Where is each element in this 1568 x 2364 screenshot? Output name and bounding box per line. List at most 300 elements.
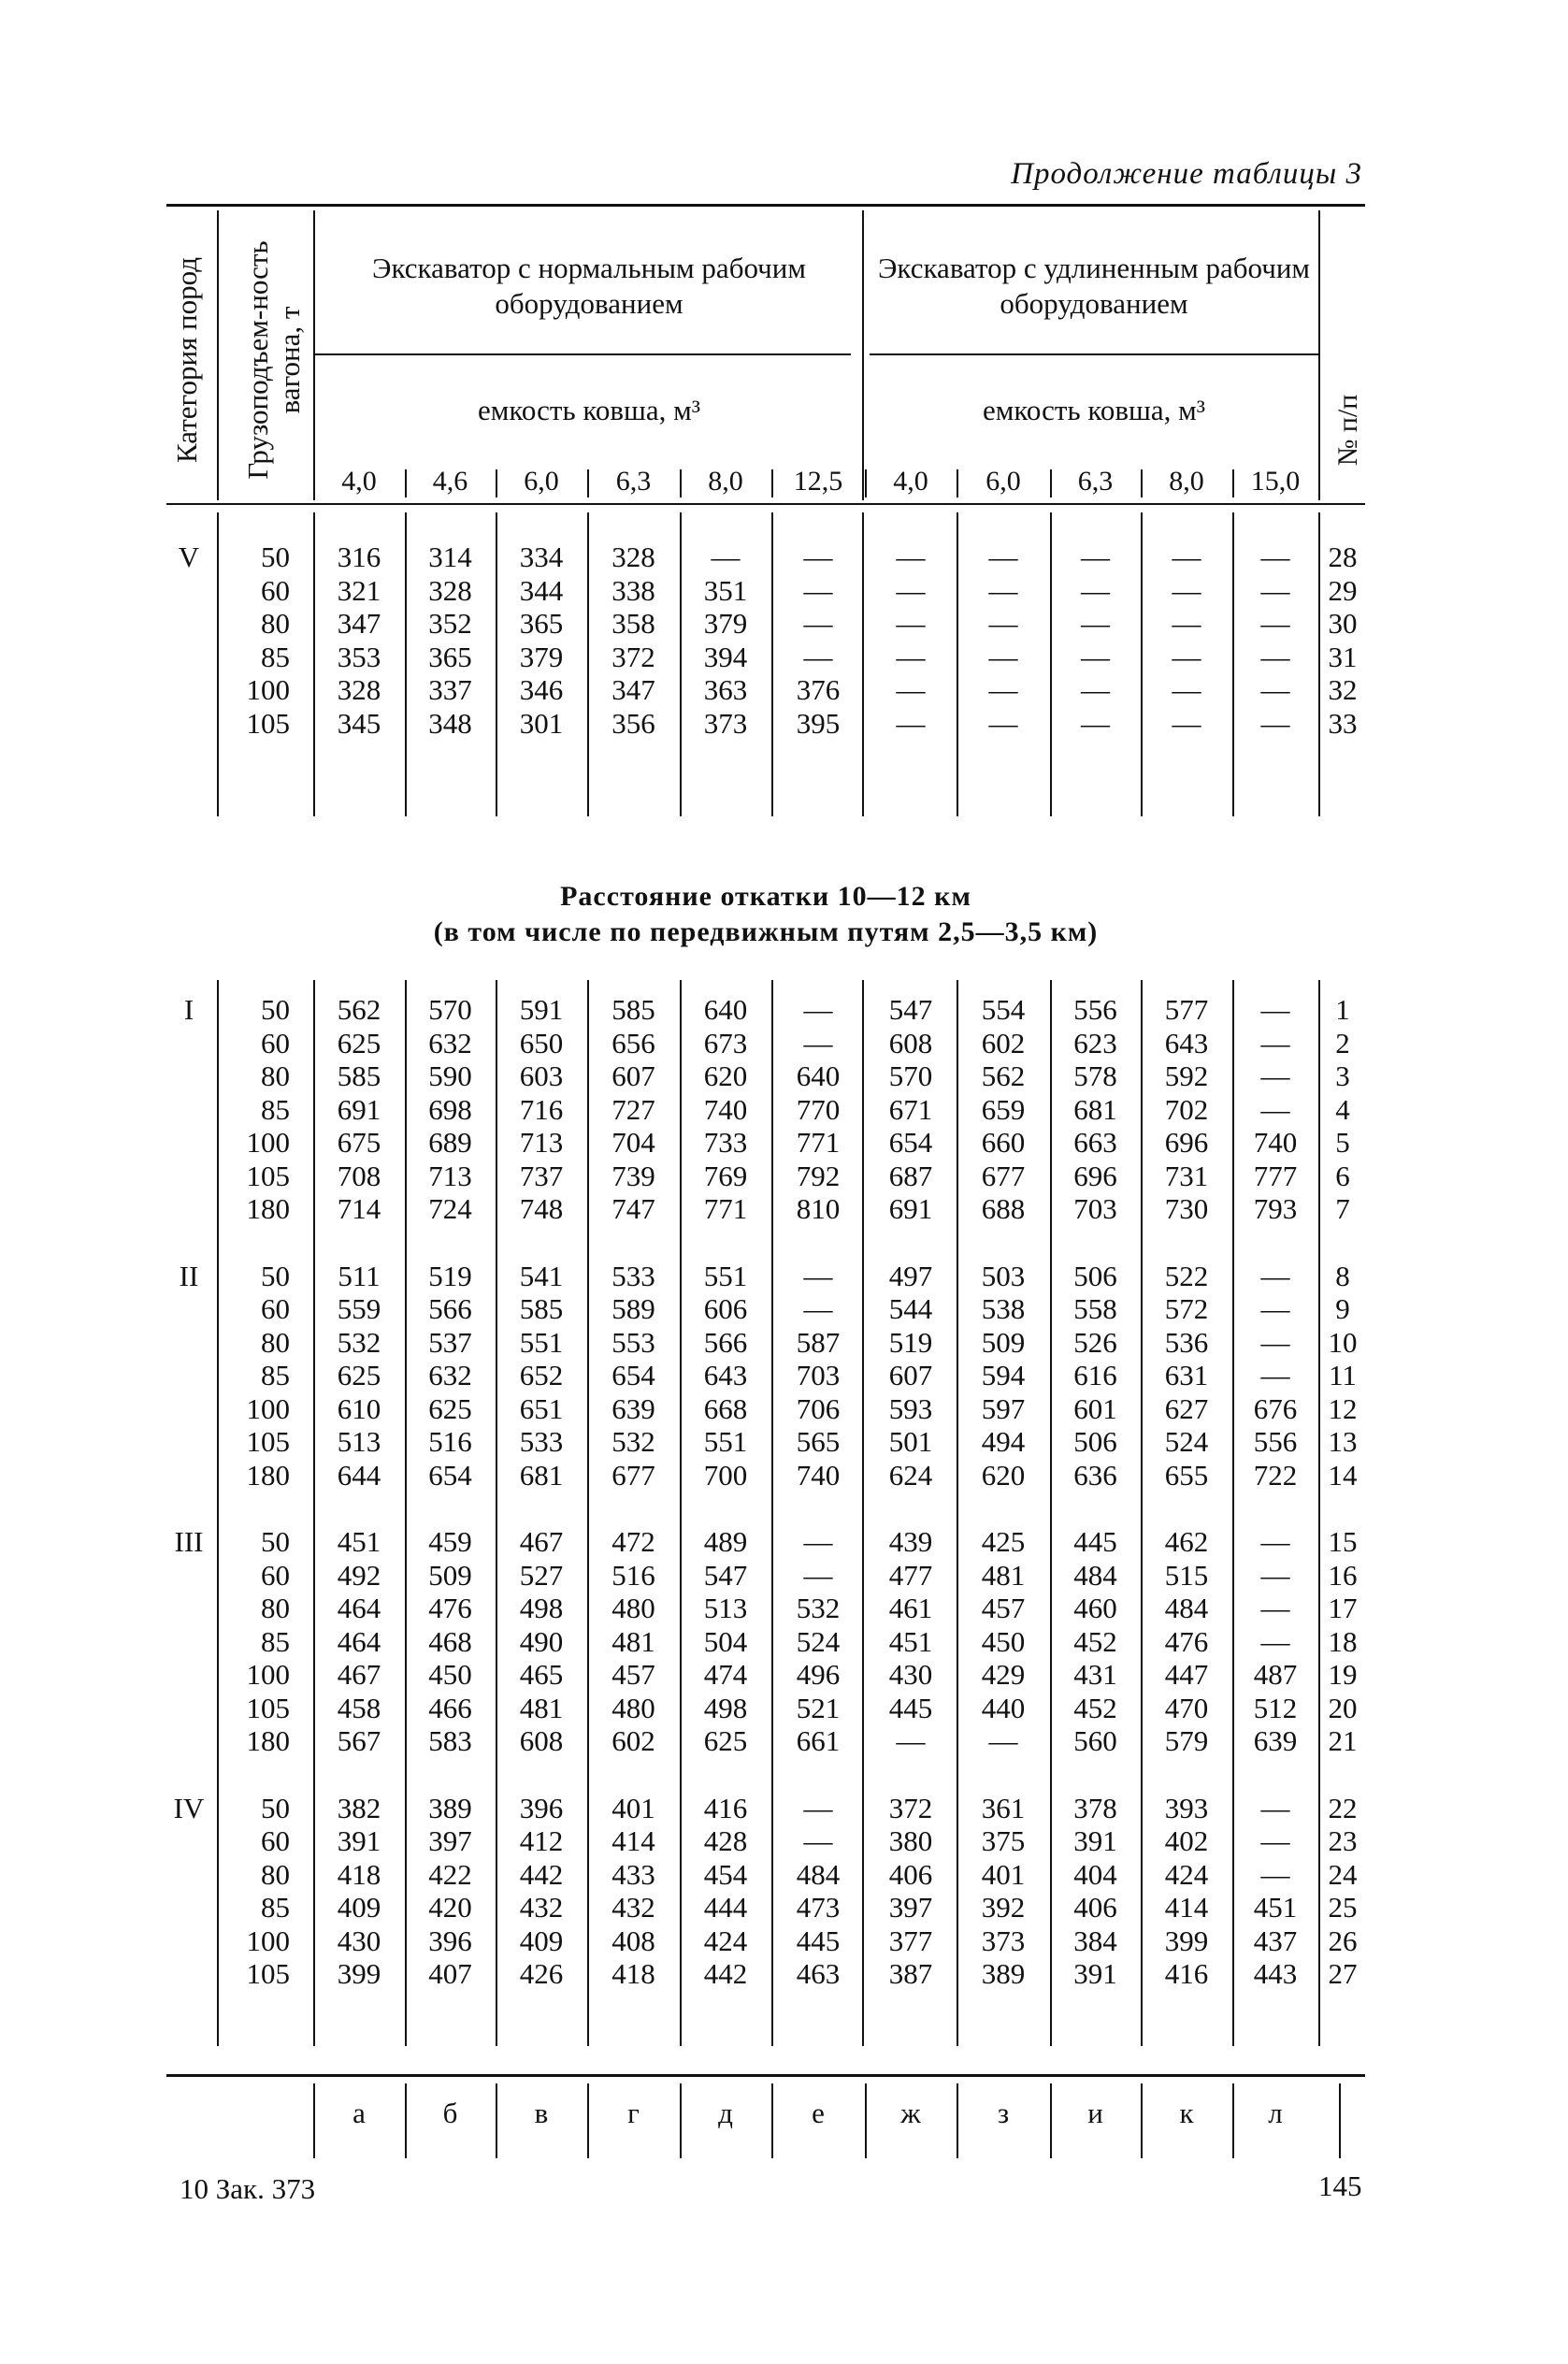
table-cell: 640 xyxy=(703,993,748,1026)
table-cell: 547 xyxy=(888,993,933,1026)
table-cell: 465 xyxy=(519,1658,564,1691)
table-cell: 490 xyxy=(519,1624,564,1658)
table-cell: 590 xyxy=(428,1059,472,1092)
table-cell: 551 xyxy=(703,1259,748,1292)
table-cell: 458 xyxy=(337,1691,381,1724)
continuation-title: Продолжение таблицы 3 xyxy=(1011,157,1362,191)
table-cell: 445 xyxy=(796,1924,841,1957)
table-cell: 565 xyxy=(796,1425,841,1458)
wagon-capacity: 80 xyxy=(261,607,290,640)
table-cell: 716 xyxy=(519,1092,564,1126)
footer-order-number: 10 Зак. 373 xyxy=(180,2172,316,2205)
table-cell: 597 xyxy=(981,1391,1026,1425)
table-cell: — xyxy=(1081,607,1110,640)
table-cell: 713 xyxy=(428,1159,472,1192)
table-cell: 627 xyxy=(1164,1391,1209,1425)
table-cell: — xyxy=(1081,706,1110,740)
table-cell: 437 xyxy=(1253,1924,1298,1957)
table-cell: — xyxy=(803,1824,833,1857)
table-cell: 430 xyxy=(337,1924,381,1957)
table-cell: — xyxy=(803,993,833,1026)
table-cell: — xyxy=(803,607,833,640)
capacity-value: 4,0 xyxy=(893,466,928,497)
subheader-separator xyxy=(771,469,773,497)
table-cell: 365 xyxy=(519,607,564,640)
table-cell: 477 xyxy=(888,1558,933,1592)
table-cell: 358 xyxy=(611,607,655,640)
wagon-capacity: 180 xyxy=(246,1458,290,1492)
table-cell: 378 xyxy=(1073,1791,1117,1824)
table-cell: 328 xyxy=(337,673,381,706)
table-cell: 397 xyxy=(428,1824,472,1857)
table-cell: 532 xyxy=(337,1325,381,1359)
table-cell: — xyxy=(803,1525,833,1558)
table-cell: 519 xyxy=(428,1259,472,1292)
table-cell: 407 xyxy=(428,1957,472,1990)
table-cell: — xyxy=(803,1259,833,1292)
table-cell: 420 xyxy=(428,1891,472,1924)
table-cell: 589 xyxy=(611,1292,655,1325)
column-letter: б xyxy=(442,2097,458,2129)
table-cell: — xyxy=(988,673,1018,706)
table-cell: 777 xyxy=(1253,1159,1298,1192)
subheader-separator xyxy=(680,469,682,497)
table-cell: 740 xyxy=(796,1458,841,1492)
row-number: 30 xyxy=(1328,607,1358,640)
table-cell: 351 xyxy=(703,573,748,607)
table-cell: 585 xyxy=(519,1292,564,1325)
table-cell: 594 xyxy=(981,1359,1026,1391)
table-cell: 562 xyxy=(981,1059,1026,1092)
capacity-value: 8,0 xyxy=(708,466,743,497)
table-cell: 691 xyxy=(888,1192,933,1225)
table-cell: 739 xyxy=(611,1159,655,1192)
table-cell: 708 xyxy=(337,1159,381,1192)
table-cell: 467 xyxy=(519,1525,564,1558)
table-cell: 566 xyxy=(703,1325,748,1359)
table-cell: 656 xyxy=(611,1026,655,1059)
table-cell: — xyxy=(1260,673,1290,706)
table-cell: — xyxy=(1260,1259,1290,1292)
table-cell: — xyxy=(1260,1525,1290,1558)
subheader-separator xyxy=(405,469,407,497)
table-cell: 377 xyxy=(888,1924,933,1957)
wagon-capacity: 100 xyxy=(246,1658,290,1691)
wagon-capacity: 100 xyxy=(246,1126,290,1159)
table-cell: 616 xyxy=(1073,1359,1117,1391)
table-cell: 395 xyxy=(796,706,841,740)
rock-category-header: Категория пород xyxy=(170,256,203,464)
table-cell: 524 xyxy=(1164,1425,1209,1458)
rock-category: I xyxy=(183,993,194,1026)
table-cell: — xyxy=(1081,573,1110,607)
table-cell: 396 xyxy=(519,1791,564,1824)
table-cell: 625 xyxy=(703,1724,748,1757)
row-number: 13 xyxy=(1328,1425,1358,1458)
table-cell: — xyxy=(803,1292,833,1325)
table-cell: 706 xyxy=(796,1391,841,1425)
row-number: 22 xyxy=(1328,1791,1358,1824)
table-cell: 562 xyxy=(337,993,381,1026)
table-cell: 501 xyxy=(888,1425,933,1458)
table-cell: 459 xyxy=(428,1525,472,1558)
subheader-separator xyxy=(1050,469,1052,497)
table-cell: — xyxy=(1260,573,1290,607)
table-cell: — xyxy=(1260,1592,1290,1624)
table-cell: 497 xyxy=(888,1259,933,1292)
wagon-capacity: 85 xyxy=(261,1359,290,1391)
table-cell: — xyxy=(1260,1824,1290,1857)
table-cell: 654 xyxy=(428,1458,472,1492)
table-cell: 347 xyxy=(611,673,655,706)
table-cell: 631 xyxy=(1164,1359,1209,1391)
table-cell: 537 xyxy=(428,1325,472,1359)
table-cell: 430 xyxy=(888,1658,933,1691)
table-cell: 607 xyxy=(611,1059,655,1092)
table-cell: 347 xyxy=(337,607,381,640)
row-number: 33 xyxy=(1328,706,1358,740)
table-cell: — xyxy=(1172,541,1201,573)
column-letter: к xyxy=(1179,2097,1194,2129)
table-cell: 512 xyxy=(1253,1691,1298,1724)
row-number: 8 xyxy=(1335,1259,1350,1292)
table-cell: 489 xyxy=(703,1525,748,1558)
row-number: 26 xyxy=(1328,1924,1358,1957)
table-cell: 399 xyxy=(337,1957,381,1990)
table-cell: 454 xyxy=(703,1857,748,1891)
table-cell: 770 xyxy=(796,1092,841,1126)
table-cell: 566 xyxy=(428,1292,472,1325)
capacity-value: 6,0 xyxy=(985,466,1021,497)
table-cell: 498 xyxy=(703,1691,748,1724)
subheader-separator xyxy=(1232,469,1234,497)
table-cell: 338 xyxy=(611,573,655,607)
table-cell: 509 xyxy=(981,1325,1026,1359)
table-cell: 328 xyxy=(428,573,472,607)
table-cell: 433 xyxy=(611,1857,655,1891)
table-cell: 659 xyxy=(981,1092,1026,1126)
row-number: 6 xyxy=(1335,1159,1350,1192)
table-cell: 375 xyxy=(981,1824,1026,1857)
table-cell: 696 xyxy=(1073,1159,1117,1192)
table-cell: 727 xyxy=(611,1092,655,1126)
table-cell: 624 xyxy=(888,1458,933,1492)
table-cell: 533 xyxy=(519,1425,564,1458)
table-cell: 392 xyxy=(981,1891,1026,1924)
table-cell: 639 xyxy=(611,1391,655,1425)
table-cell: 607 xyxy=(888,1359,933,1391)
wagon-capacity: 50 xyxy=(261,1525,290,1558)
table-cell: 373 xyxy=(703,706,748,740)
page-number: 145 xyxy=(1318,2169,1362,2202)
table-cell: — xyxy=(896,541,926,573)
table-cell: — xyxy=(1172,573,1201,607)
table-cell: 556 xyxy=(1253,1425,1298,1458)
table-cell: 655 xyxy=(1164,1458,1209,1492)
capacity-value: 4,0 xyxy=(341,466,377,497)
table-cell: 700 xyxy=(703,1458,748,1492)
table-cell: 558 xyxy=(1073,1292,1117,1325)
table-cell: 747 xyxy=(611,1192,655,1225)
table-cell: — xyxy=(711,541,741,573)
table-cell: 334 xyxy=(519,541,564,573)
table-cell: 592 xyxy=(1164,1059,1209,1092)
table-cell: 591 xyxy=(519,993,564,1026)
table-cell: 722 xyxy=(1253,1458,1298,1492)
table-cell: — xyxy=(1172,706,1201,740)
capacity-header: Грузоподъем-ность вагона, т xyxy=(241,240,306,480)
table-cell: — xyxy=(988,1724,1018,1757)
table-cell: 585 xyxy=(611,993,655,1026)
rock-category: III xyxy=(174,1525,204,1558)
column-letter: г xyxy=(627,2097,640,2129)
column-letter: ж xyxy=(900,2097,921,2129)
table-cell: 498 xyxy=(519,1592,564,1624)
row-number: 16 xyxy=(1328,1558,1358,1592)
table-cell: 462 xyxy=(1164,1525,1209,1558)
table-cell: 361 xyxy=(981,1791,1026,1824)
table-cell: 740 xyxy=(1253,1126,1298,1159)
table-cell: 444 xyxy=(703,1891,748,1924)
table-cell: 650 xyxy=(519,1026,564,1059)
table-cell: 451 xyxy=(888,1624,933,1658)
table-cell: 632 xyxy=(428,1359,472,1391)
table-cell: 379 xyxy=(519,640,564,673)
table-cell: 480 xyxy=(611,1691,655,1724)
table-cell: — xyxy=(988,573,1018,607)
wagon-capacity: 105 xyxy=(246,1691,290,1724)
table-cell: 432 xyxy=(519,1891,564,1924)
table-cell: 376 xyxy=(796,673,841,706)
table-cell: 382 xyxy=(337,1791,381,1824)
row-number: 2 xyxy=(1335,1026,1350,1059)
table-cell: 476 xyxy=(428,1592,472,1624)
header-column-rule xyxy=(217,210,219,500)
table-cell: 554 xyxy=(981,993,1026,1026)
table-cell: — xyxy=(1260,640,1290,673)
wagon-capacity: 105 xyxy=(246,1957,290,1990)
table-cell: 464 xyxy=(337,1624,381,1658)
table-cell: — xyxy=(1260,1624,1290,1658)
table-cell: 524 xyxy=(796,1624,841,1658)
table-cell: 396 xyxy=(428,1924,472,1957)
table-cell: 769 xyxy=(703,1159,748,1192)
table-cell: 481 xyxy=(519,1691,564,1724)
row-number: 23 xyxy=(1328,1824,1358,1857)
table-cell: 365 xyxy=(428,640,472,673)
rock-category: V xyxy=(178,541,200,573)
wagon-capacity: 60 xyxy=(261,573,290,607)
table-cell: 643 xyxy=(1164,1026,1209,1059)
table-cell: — xyxy=(803,640,833,673)
table-cell: — xyxy=(1260,993,1290,1026)
table-cell: — xyxy=(1172,607,1201,640)
subheader-separator xyxy=(496,469,497,497)
table-cell: — xyxy=(1081,673,1110,706)
table-cell: 532 xyxy=(611,1425,655,1458)
table-cell: 424 xyxy=(1164,1857,1209,1891)
table-cell: 792 xyxy=(796,1159,841,1192)
wagon-capacity: 80 xyxy=(261,1857,290,1891)
table-cell: 373 xyxy=(981,1924,1026,1957)
table-cell: 587 xyxy=(796,1325,841,1359)
table-cell: 731 xyxy=(1164,1159,1209,1192)
table-cell: — xyxy=(803,1026,833,1059)
table-cell: 506 xyxy=(1073,1425,1117,1458)
wagon-capacity: 50 xyxy=(261,1791,290,1824)
table-cell: 740 xyxy=(703,1092,748,1126)
row-number: 1 xyxy=(1335,993,1350,1026)
table-cell: 394 xyxy=(703,640,748,673)
wagon-capacity: 85 xyxy=(261,1891,290,1924)
table-cell: 713 xyxy=(519,1126,564,1159)
row-number: 3 xyxy=(1335,1059,1350,1092)
table-cell: 442 xyxy=(519,1857,564,1891)
table-cell: 748 xyxy=(519,1192,564,1225)
table-cell: 416 xyxy=(1164,1957,1209,1990)
capacity-value: 6,0 xyxy=(524,466,559,497)
letter-column-rule xyxy=(1339,2083,1341,2158)
table-cell: 452 xyxy=(1073,1624,1117,1658)
table-cell: 623 xyxy=(1073,1026,1117,1059)
table-cell: 450 xyxy=(428,1658,472,1691)
table-cell: — xyxy=(803,541,833,573)
table-cell: 492 xyxy=(337,1558,381,1592)
table-cell: 399 xyxy=(1164,1924,1209,1957)
table-cell: 443 xyxy=(1253,1957,1298,1990)
table-cell: 406 xyxy=(1073,1891,1117,1924)
table-cell: 389 xyxy=(428,1791,472,1824)
table-cell: 472 xyxy=(611,1525,655,1558)
table-cell: — xyxy=(1172,673,1201,706)
table-cell: 620 xyxy=(981,1458,1026,1492)
table-cell: 461 xyxy=(888,1592,933,1624)
table-cell: 703 xyxy=(796,1359,841,1391)
table-cell: 644 xyxy=(337,1458,381,1492)
table-cell: 484 xyxy=(1073,1558,1117,1592)
column-letter: з xyxy=(997,2097,1010,2129)
table-cell: 344 xyxy=(519,573,564,607)
table-cell: 504 xyxy=(703,1624,748,1658)
table-cell: 345 xyxy=(337,706,381,740)
table-cell: — xyxy=(803,1558,833,1592)
row-number: 15 xyxy=(1328,1525,1358,1558)
table-cell: 474 xyxy=(703,1658,748,1691)
table-cell: — xyxy=(803,573,833,607)
table-cell: 771 xyxy=(796,1126,841,1159)
wagon-capacity: 105 xyxy=(246,1159,290,1192)
row-number: 19 xyxy=(1328,1658,1358,1691)
table-cell: 527 xyxy=(519,1558,564,1592)
row-number: 9 xyxy=(1335,1292,1350,1325)
wagon-capacity: 105 xyxy=(246,706,290,740)
table-cell: 675 xyxy=(337,1126,381,1159)
row-number: 12 xyxy=(1328,1391,1358,1425)
table-cell: 393 xyxy=(1164,1791,1209,1824)
header-column-rule xyxy=(1318,210,1320,500)
table-cell: 480 xyxy=(611,1592,655,1624)
table-cell: 660 xyxy=(981,1126,1026,1159)
table-cell: 625 xyxy=(337,1026,381,1059)
table-cell: 348 xyxy=(428,706,472,740)
wagon-capacity: 105 xyxy=(246,1425,290,1458)
capacity-value: 12,5 xyxy=(793,466,843,497)
table-cell: 406 xyxy=(888,1857,933,1891)
table-cell: 702 xyxy=(1164,1092,1209,1126)
table-cell: 473 xyxy=(796,1891,841,1924)
section-2-caption-line1: Расстояние откатки 10—12 км xyxy=(560,881,971,912)
wagon-capacity: 60 xyxy=(261,1026,290,1059)
table-cell: 445 xyxy=(1073,1525,1117,1558)
subheader-separator xyxy=(587,469,589,497)
row-number: 25 xyxy=(1328,1891,1358,1924)
table-cell: 640 xyxy=(796,1059,841,1092)
column-letter: е xyxy=(812,2097,825,2129)
wagon-capacity: 85 xyxy=(261,1624,290,1658)
table-cell: 625 xyxy=(428,1391,472,1425)
table-cell: 467 xyxy=(337,1658,381,1691)
table-cell: 511 xyxy=(338,1259,381,1292)
table-cell: — xyxy=(988,640,1018,673)
table-cell: 387 xyxy=(888,1957,933,1990)
table-cell: — xyxy=(1260,1292,1290,1325)
header-column-rule xyxy=(862,210,864,500)
top-rule xyxy=(166,204,1365,207)
table-cell: 681 xyxy=(1073,1092,1117,1126)
table-cell: 603 xyxy=(519,1059,564,1092)
rock-category: IV xyxy=(173,1791,205,1824)
table-cell: — xyxy=(1260,1325,1290,1359)
table-cell: 570 xyxy=(428,993,472,1026)
table-cell: 509 xyxy=(428,1558,472,1592)
table-cell: 496 xyxy=(796,1658,841,1691)
table-cell: 484 xyxy=(796,1857,841,1891)
table-cell: — xyxy=(896,607,926,640)
table-cell: 602 xyxy=(981,1026,1026,1059)
table-cell: 521 xyxy=(796,1691,841,1724)
table-cell: 447 xyxy=(1164,1658,1209,1691)
table-cell: 391 xyxy=(337,1824,381,1857)
subheader-separator xyxy=(957,469,958,497)
table-cell: 560 xyxy=(1073,1724,1117,1757)
table-cell: 451 xyxy=(337,1525,381,1558)
wagon-capacity: 80 xyxy=(261,1059,290,1092)
table-cell: 559 xyxy=(337,1292,381,1325)
table-cell: 610 xyxy=(337,1391,381,1425)
table-cell: 516 xyxy=(611,1558,655,1592)
table-cell: 698 xyxy=(428,1092,472,1126)
table-cell: 409 xyxy=(337,1891,381,1924)
table-cell: 703 xyxy=(1073,1192,1117,1225)
table-cell: 457 xyxy=(611,1658,655,1691)
row-number: 29 xyxy=(1328,573,1358,607)
table-cell: 526 xyxy=(1073,1325,1117,1359)
table-cell: 663 xyxy=(1073,1126,1117,1159)
row-number: 28 xyxy=(1328,541,1358,573)
table-cell: 416 xyxy=(703,1791,748,1824)
table-cell: 578 xyxy=(1073,1059,1117,1092)
capacity-value: 4,6 xyxy=(432,466,468,497)
wagon-capacity: 100 xyxy=(246,673,290,706)
table-cell: 418 xyxy=(611,1957,655,1990)
header-bottom-rule xyxy=(166,503,1365,505)
header-column-rule xyxy=(313,210,315,500)
table-cell: 636 xyxy=(1073,1458,1117,1492)
table-cell: 463 xyxy=(796,1957,841,1990)
table-cell: 401 xyxy=(611,1791,655,1824)
table-cell: 445 xyxy=(888,1691,933,1724)
table-cell: — xyxy=(1260,1359,1290,1391)
